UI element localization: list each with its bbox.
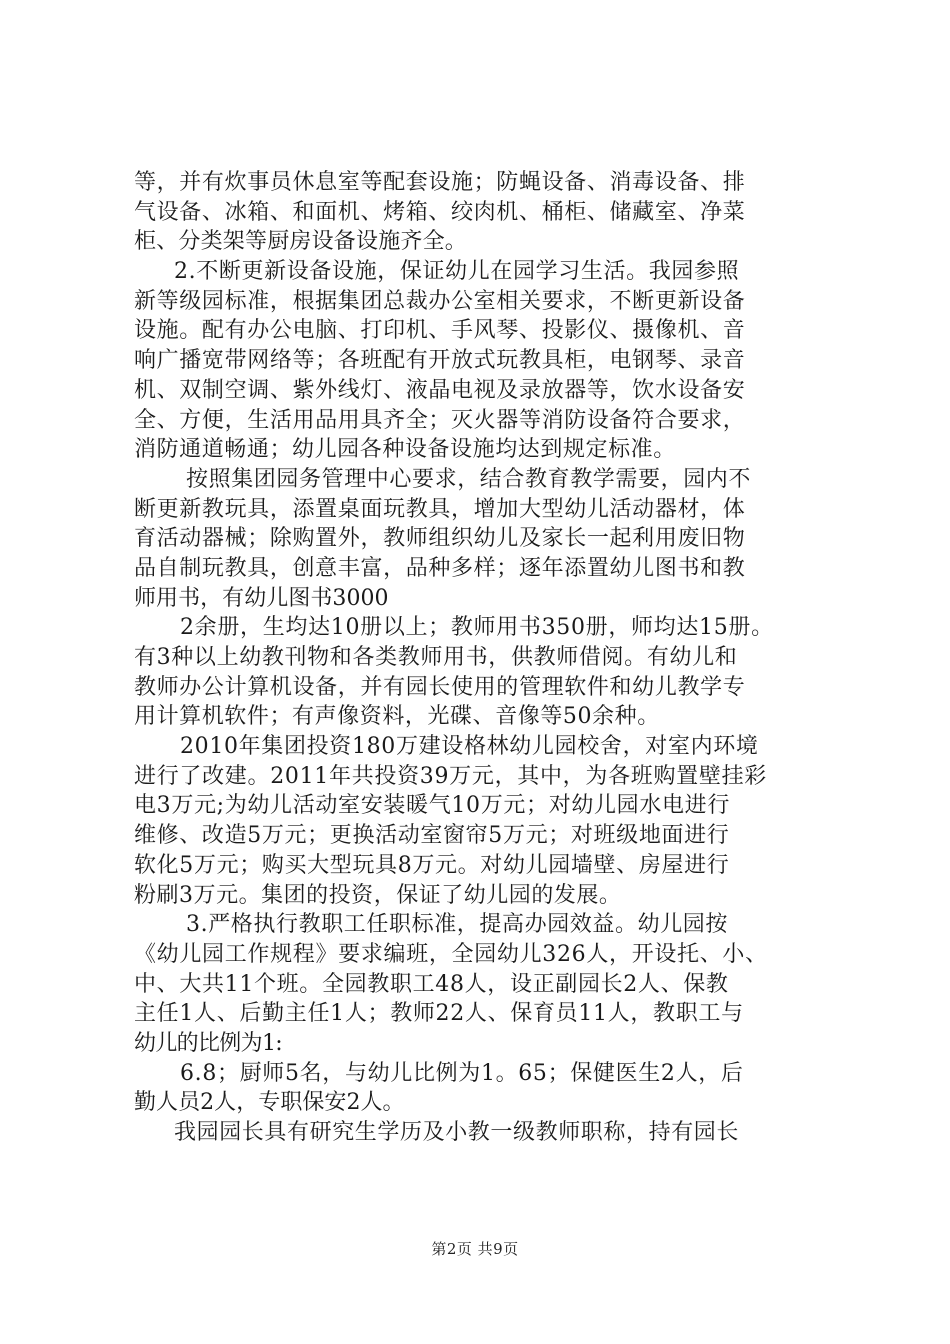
text-line: 设施。配有办公电脑、打印机、手风琴、投影仪、摄像机、音 [134,318,746,344]
text-line: 2余册，生均达10册以上；教师用书350册，师均达15册。 [180,615,774,641]
text-line: 机、双制空调、紫外线灯、液晶电视及录放器等，饮水设备安 [134,377,746,403]
text-line: 新等级园标准，根据集团总裁办公室相关要求，不断更新设备 [134,288,746,314]
text-line: 软化5万元；购买大型玩具8万元。对幼儿园墙壁、房屋进行 [134,852,730,878]
text-line: 幼儿的比例为1: [134,1030,283,1056]
text-line: 我园园长具有研究生学历及小教一级教师职称，持有园长 [174,1120,740,1145]
text-line: 断更新教玩具，添置桌面玩教具，增加大型幼儿活动器材，体 [134,496,746,522]
text-line: 维修、改造5万元；更换活动室窗帘5万元；对班级地面进行 [134,823,730,849]
text-line: 响广播宽带网络等；各班配有开放式玩教具柜，电钢琴、录音 [134,348,746,374]
document-body [0,168,950,1148]
text-line: 教师办公计算机设备，并有园长使用的管理软件和幼儿教学专 [134,674,746,700]
text-line: 电3万元;为幼儿活动室安装暖气10万元；对幼儿园水电进行 [134,793,731,819]
text-line: 师用书，有幼儿图书3000 [134,585,389,611]
text-line: 6.8；厨师5名，与幼儿比例为1。65；保健医生2人，后 [180,1060,744,1086]
text-line: 有3种以上幼教刊物和各类教师用书，供教师借阅。有幼儿和 [134,645,738,670]
text-line: 用计算机软件；有声像资料，光碟、音像等50余种。 [134,704,660,730]
text-line: 勤人员2人，专职保安2人。 [134,1090,405,1116]
text-line: 粉刷3万元。集团的投资，保证了幼儿园的发展。 [134,882,622,908]
text-line: 3.严格执行教职工任职标准，提高办园效益。幼儿园按 [186,912,728,938]
text-line: 品自制玩教具，创意丰富，品种多样；逐年添置幼儿图书和教 [134,555,746,581]
text-line: 2.不断更新设备设施，保证幼儿在园学习生活。我园参照 [174,259,740,285]
text-line: 气设备、冰箱、和面机、烤箱、绞肉机、桶柜、储藏室、净菜 [134,199,746,225]
text-line: 中、大共11个班。全园教职工48人，设正副园长2人、保教 [134,971,729,997]
text-line: 进行了改建。2011年共投资39万元，其中，为各班购置壁挂彩 [134,763,767,789]
text-line: 主任1人、后勤主任1人；教师22人、保育员11人，教职工与 [134,1001,744,1027]
text-line: 消防通道畅通；幼儿园各种设备设施均达到规定标准。 [134,437,676,463]
text-line: 全、方便，生活用品用具齐全；灭火器等消防设备符合要求， [134,407,746,433]
text-line: 柜、分类架等厨房设备设施齐全。 [134,229,468,255]
text-line: 育活动器械；除购置外，教师组织幼儿及家长一起利用废旧物 [134,526,746,552]
text-line: 2010年集团投资180万建设格林幼儿园校舍，对室内环境 [180,734,759,760]
text-line: 等，并有炊事员休息室等配套设施；防蝇设备、消毒设备、排 [134,170,746,195]
text-line: 《幼儿园工作规程》要求编班，全园幼儿326人，开设托、小、 [134,941,768,967]
text-line: 按照集团园务管理中心要求，结合教育教学需要，园内不 [186,466,752,492]
page-footer: 第2页 共9页 [431,1240,519,1258]
